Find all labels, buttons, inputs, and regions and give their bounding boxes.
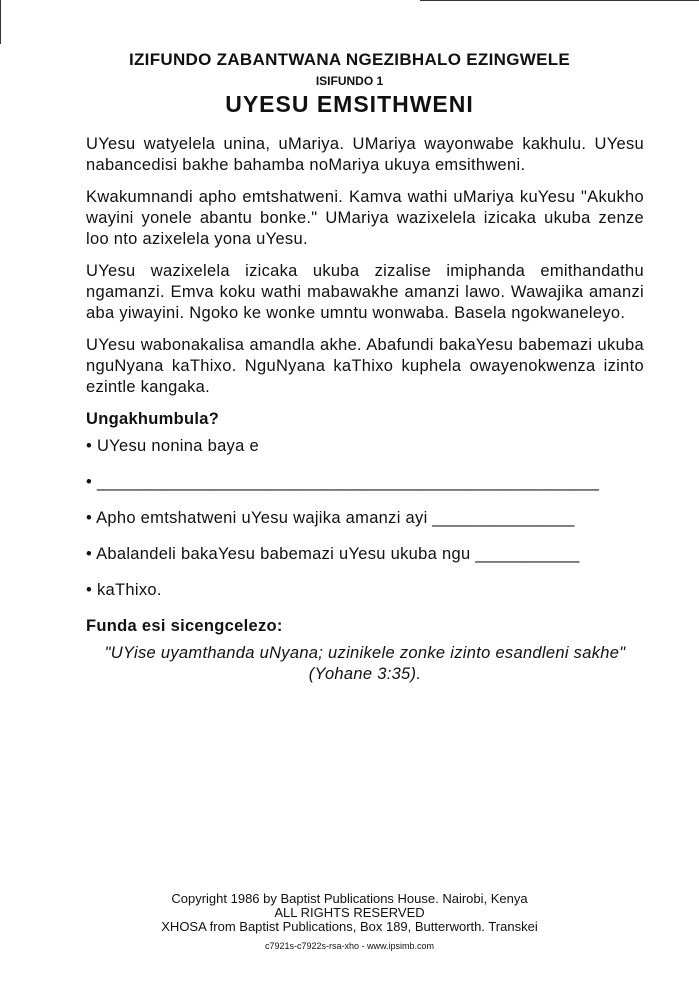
paragraph: UYesu watyelela unina, uMariya. UMariya wayonwabe kakhulu. UYesu nabancedisi bakhe bahamba noMariya ukuya emsithweni. xyxy=(86,135,644,174)
memory-verse: "UYise uyamthanda uNyana; uzinikele zonke izinto esandleni sakhe" (Yohane 3:35). xyxy=(104,644,626,683)
question-item: • Abalandeli bakaYesu babemazi uYesu ukuba ngu ___________ xyxy=(86,545,580,563)
publisher: XHOSA from Baptist Publications, Box 189, Butterworth. Transkei xyxy=(161,919,538,934)
question-text: UYesu nonina baya e xyxy=(96,437,259,455)
rights: ALL RIGHTS RESERVED xyxy=(274,905,425,920)
question-item: • Apho emtshatweni uYesu wajika amanzi ayi _______________ xyxy=(86,509,575,527)
series-title: IZIFUNDO ZABANTWANA NGEZIBHALO EZINGWELE xyxy=(128,50,571,69)
scan-edge-line xyxy=(420,0,699,1)
question-text: Abalandeli bakaYesu babemazi uYesu ukuba ngu ___________ xyxy=(96,545,580,563)
scan-edge-line xyxy=(0,0,1,44)
question-item: • UYesu nonina baya e xyxy=(86,437,259,455)
lesson-title: UYESU EMSITHWENI xyxy=(225,91,474,117)
question-text: kaThixo. xyxy=(96,581,162,599)
question-text: _____________________________________________________ xyxy=(96,473,600,491)
footer xyxy=(0,892,699,953)
questions-heading: Ungakhumbula? xyxy=(86,410,220,428)
paragraph: UYesu wazixelela izicaka ukuba zizalise imiphanda emithandathu ngamanzi. Emva koku wathi mabawakhe amanzi lawo. Wawajika amanzi aba yiwayini. Ngoko ke wonke umntu wonwaba. Basela ngokwaneleyo. xyxy=(86,262,644,322)
paragraph: Kwakumnandi apho emtshatweni. Kamva wathi uMariya kuYesu "Akukho wayini yonele abantu bonke." UMariya wazixelela izicaka ukuba zenze loo nto azixelela yona uYesu. xyxy=(86,188,644,248)
copyright: Copyright 1986 by Baptist Publications House. Nairobi, Kenya xyxy=(171,891,528,906)
lesson-body xyxy=(86,134,644,685)
memory-verse-heading: Funda esi sicengcelezo: xyxy=(86,617,283,635)
paragraph: UYesu wabonakalisa amandla akhe. Abafundi bakaYesu babemazi ukuba nguNyana kaThixo. NguNyana kaThixo kuphela owayenokwenza izinto ezintle kangaka. xyxy=(86,336,644,396)
lesson-number: ISIFUNDO 1 xyxy=(315,74,384,88)
question-item: • kaThixo. xyxy=(86,581,162,599)
question-item: • _____________________________________________________ xyxy=(86,473,600,491)
document-code: c7921s-c7922s-rsa-xho - www.ipsimb.com xyxy=(264,941,435,951)
question-text: Apho emtshatweni uYesu wajika amanzi ayi _______________ xyxy=(96,509,575,527)
